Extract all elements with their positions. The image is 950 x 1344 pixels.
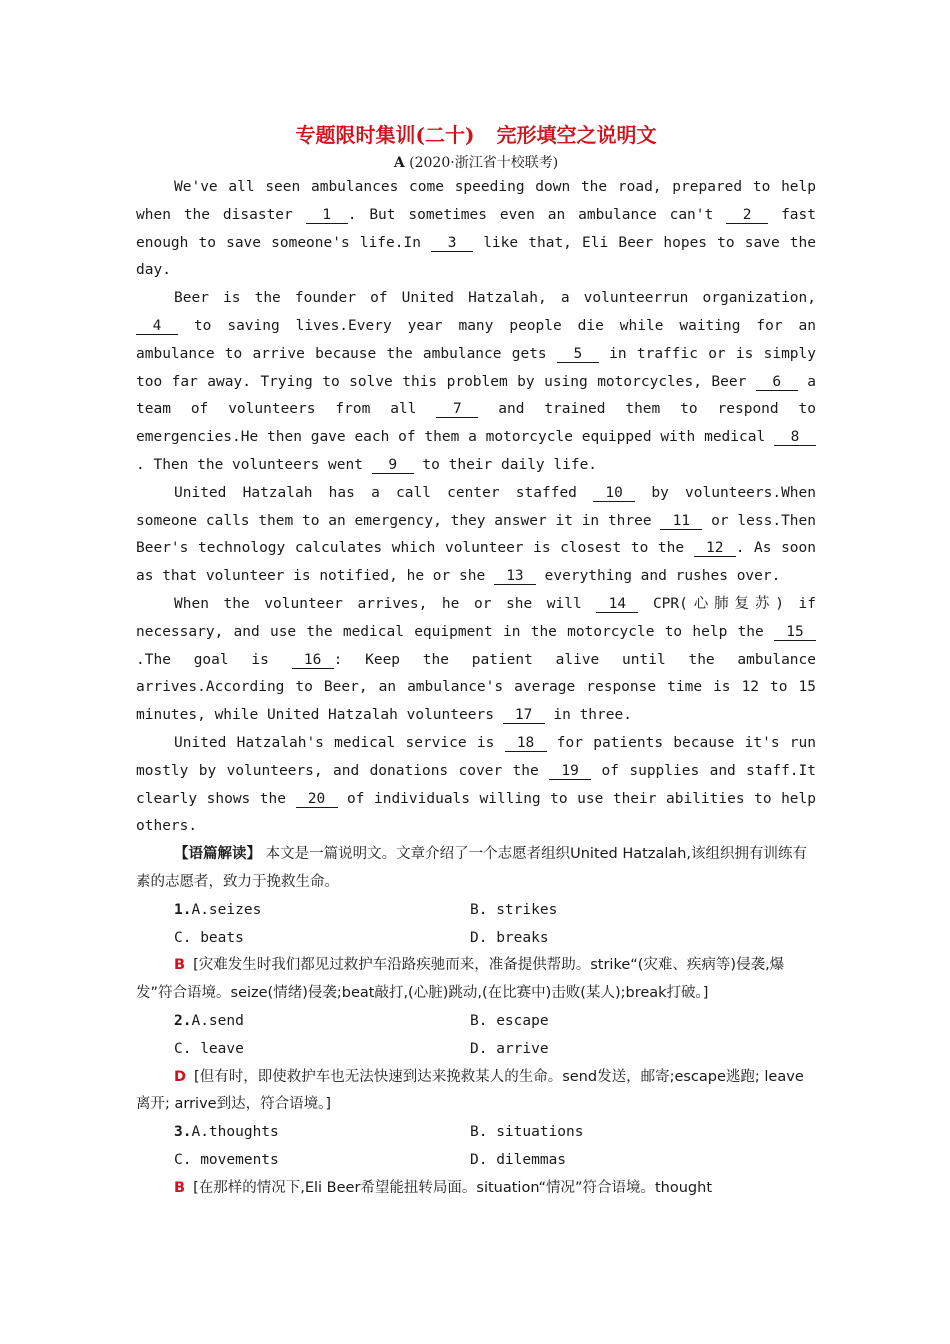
option-c: C. beats	[174, 929, 244, 946]
source-detail: (2020·浙江省十校联考)	[409, 155, 559, 171]
blank-5: 5	[557, 346, 599, 363]
passage-analysis	[136, 841, 816, 897]
option-a: A.thoughts	[191, 1124, 279, 1141]
analysis-text: 本文是一篇说明文。文章介绍了一个志愿者组织United Hatzalah,该组织拥有训练有素的志愿者，致力于挽救生命。	[136, 846, 808, 890]
option-d: D. arrive	[470, 1040, 549, 1057]
document-page	[136, 118, 816, 1202]
explanation-text: [在那样的情况下,Eli Beer希望能扭转局面。situation“情况”符合语境。thought	[193, 1179, 713, 1196]
blank-7: 7	[436, 401, 478, 418]
option-b: B. situations	[470, 1124, 584, 1141]
question-1-explanation	[136, 952, 816, 1008]
blank-3: 3	[431, 235, 473, 252]
title-topic: 完形填空之说明文	[496, 123, 657, 147]
blank-15: 15	[774, 624, 816, 641]
answer-letter: B	[174, 1179, 186, 1196]
passage-source	[136, 152, 816, 174]
blank-12: 12	[694, 540, 736, 557]
passage-paragraph-4: When the volunteer arrives, he or she will 14 CPR(心肺复苏) if necessary, and use the medical equipment in the motorcycle to help the 15.The goal is 16 : Keep the patient alive until the ambulance arrives.According to Beer, an ambulance's average response time is 12 to 15 minutes, while United Hatzalah volunteers 17 in three.	[136, 595, 816, 724]
blank-20: 20	[296, 791, 338, 808]
passage-paragraph-3: United Hatzalah has a call center staffed 10 by volunteers.When someone calls them to an emergency, they answer it in three 11 or less.Then Beer's technology calculates which volunteer is closest to the 12 . As soon as that volunteer is notified, he or she 13 everything and rushes over.	[136, 484, 816, 585]
question-2-options-ab	[136, 1008, 816, 1036]
blank-10: 10	[593, 485, 635, 502]
passage-paragraph-5: United Hatzalah's medical service is 18 for patients because it's run mostly by volunteers, and donations cover the 19 of supplies and staff.It clearly shows the 20 of individuals willing to use their abilities to help others.	[136, 734, 816, 835]
question-3-explanation	[136, 1175, 816, 1203]
option-a: A.send	[191, 1012, 244, 1029]
blank-17: 17	[503, 707, 545, 724]
question-2-options-cd	[136, 1036, 816, 1064]
blank-8: 8	[774, 429, 816, 446]
question-3-options-ab	[136, 1119, 816, 1147]
question-1-number: 1.	[174, 901, 192, 918]
option-d: D. breaks	[470, 929, 549, 946]
passage-label: A	[393, 155, 405, 171]
blank-11: 11	[660, 513, 702, 530]
blank-19: 19	[549, 763, 591, 780]
option-d: D. dilemmas	[470, 1151, 567, 1168]
passage-paragraph-2: Beer is the founder of United Hatzalah, a volunteerrun organization, 4 to saving lives.Every year many people die while waiting for an ambulance to arrive because the ambulance gets 5 in traffic or is simply too far away. Trying to solve this problem by using motorcycles, Beer 6 a team of volunteers from all 7 and trained them to respond to emergencies.He then gave each of them a motorcycle equipped with medical 8. Then the volunteers went 9 to their daily life.	[136, 290, 817, 473]
option-b: B. escape	[470, 1012, 549, 1029]
option-b: B. strikes	[470, 901, 558, 918]
blank-9: 9	[372, 457, 414, 474]
question-3-number: 3.	[174, 1124, 192, 1141]
blank-6: 6	[756, 374, 798, 391]
question-2-number: 2.	[174, 1012, 192, 1029]
page-title	[136, 118, 816, 152]
answer-letter: B	[174, 957, 186, 974]
option-a: A.seizes	[191, 901, 262, 918]
passage-paragraph-1: We've all seen ambulances come speeding down the road, prepared to help when the disaster 1 . But sometimes even an ambulance can't 2 fast enough to save someone's life.In 3 like that, Eli Beer hopes to save the day.	[136, 179, 816, 279]
question-1-options-ab	[136, 897, 816, 925]
explanation-text: [灾难发生时我们都见过救护车沿路疾驰而来，准备提供帮助。strike“(灾难、疾病等)侵袭,爆发”符合语境。seize(情绪)侵袭;beat敲打,(心脏)跳动,(在比赛中)击败(某人);break打破。]	[136, 957, 785, 1002]
analysis-tag: 【语篇解读】	[174, 846, 261, 863]
blank-4: 4	[136, 318, 178, 335]
option-c: C. leave	[174, 1040, 244, 1057]
title-series: 专题限时集训(二十)	[295, 123, 475, 147]
question-3-options-cd	[136, 1147, 816, 1175]
question-2-explanation	[136, 1064, 816, 1120]
option-c: C. movements	[174, 1151, 279, 1168]
blank-2: 2	[726, 207, 768, 224]
blank-1: 1	[306, 207, 348, 224]
blank-14: 14	[596, 596, 638, 613]
answer-letter: D	[174, 1068, 187, 1085]
explanation-text: [但有时，即使救护车也无法快速到达来挽救某人的生命。send发送，邮寄;escape逃跑; leave离开; arrive到达，符合语境。]	[136, 1068, 804, 1113]
question-1-options-cd	[136, 925, 816, 953]
blank-13: 13	[494, 568, 536, 585]
blank-18: 18	[505, 735, 547, 752]
blank-16: 16	[292, 652, 334, 669]
